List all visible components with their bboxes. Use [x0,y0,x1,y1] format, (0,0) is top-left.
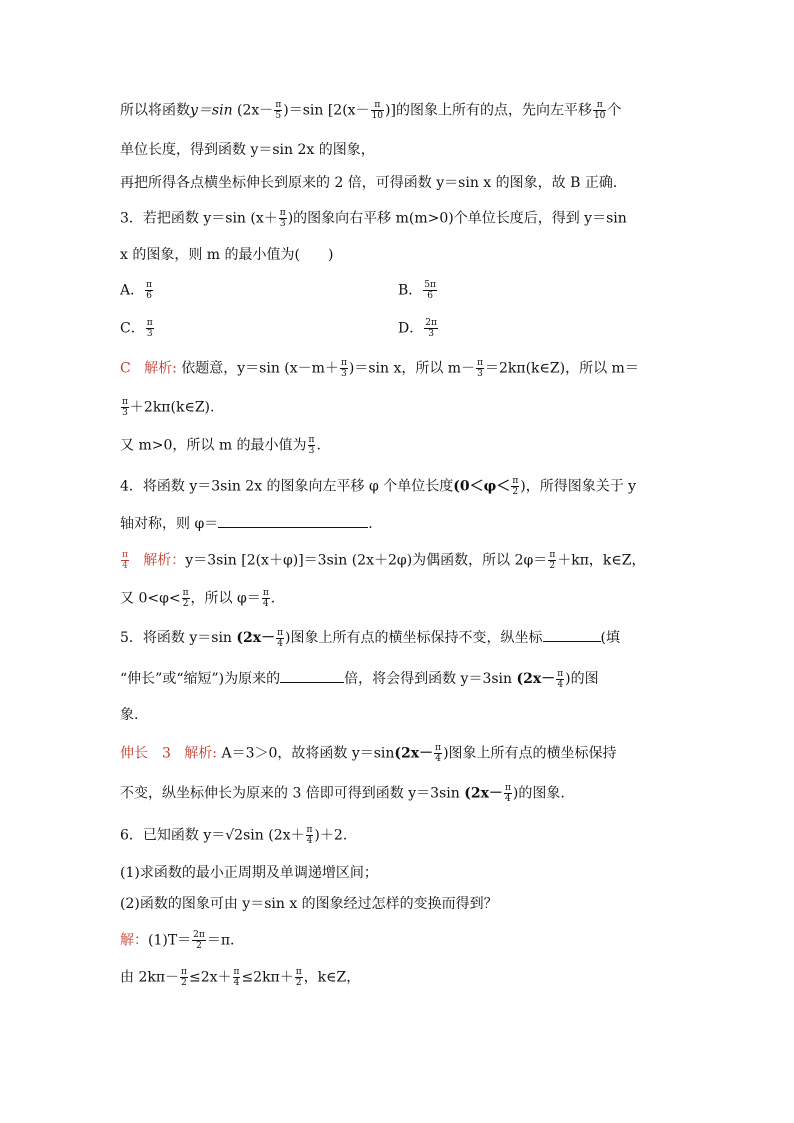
fraction: $\frac{\pi}{3}$ [279,208,286,229]
text-line-2: 单位长度，得到函数 y＝sin 2x 的图象， [120,142,375,158]
fraction: $\frac{\pi}{5}$ [275,100,282,121]
text: 3．若把函数 y＝sin [120,210,246,227]
text-line-1 [120,100,621,121]
text-line-3: 再把所得各点横坐标伸长到原来的 2 倍，可得函数 y＝sin x 的图象，故 B 正确． [120,175,627,191]
math: (2x－ [237,102,274,119]
answer-text: 伸长 3 [120,745,171,762]
question-4-cont: 轴对称，则 φ＝ . [120,513,373,534]
answer-4: $\frac{\pi}{4}$ 解析：y＝3sin [2(x＋φ)]＝3sin (2x＋2φ)为偶函数，所以 2φ＝ $\frac{\pi}{2}$ ＋kπ，k∈Z， [122,550,646,571]
answer-5: 伸长 3 解析: A＝3＞0，故将函数 y＝sin(2x－ $\frac{\pi}{4}$ )图象上所有点的横坐标保持 [120,743,617,764]
answer-3-cont2: 又 m>0，所以 m 的最小值为 $\frac{\pi}{3}$ . [120,435,321,456]
answer-letter: C [120,360,131,377]
answer-blank[interactable] [218,513,368,528]
question-6-part2: (2)函数的图象可由 y＝sin x 的图象经过怎样的变换而得到？ [120,896,498,912]
fraction: $\frac{\pi}{10}$ [593,100,606,121]
answer-3: C 解析: 依题意，y＝sin (x－m＋ $\frac{\pi}{3}$ )＝sin x，所以 m－ $\frac{\pi}{3}$ ＝2kπ(k∈Z)，所以 m＝ [120,358,639,379]
text: 所以将函数 [120,102,190,119]
math: )] [385,102,396,119]
question-5: 5．将函数 y＝sin (2x－ $\frac{\pi}{4}$ )图象上所有点的横坐标保持不变，纵坐标 (填 [120,627,620,649]
math: )＝sin [283,102,324,119]
answer-5-cont: 不变，纵坐标伸长为原来的 3 倍即可得到函数 y＝3sin (2x－ $\frac{\pi}{4}$ )的图象. [120,783,565,804]
math: [2(x－ [327,102,370,119]
text: )的图象向右平移 m(m>0)个单位长度后，得到 y＝sin [287,210,627,227]
question-5-cont2: 象. [120,707,139,723]
answer-3-cont: $\frac{\pi}{3}$ ＋2kπ(k∈Z). [122,397,215,418]
solution-label: 解： [120,932,148,949]
question-6: 6．已知函数 y＝√2sin (2x＋ $\frac{\pi}{4}$ )＋2. [120,825,348,846]
math: (x＋ [250,210,278,227]
analysis-label: 解析: [184,745,217,762]
math: y＝sin [190,102,233,119]
answer-blank[interactable] [543,627,601,642]
fraction: $\frac{\pi}{10}$ [371,100,384,121]
question-4: 4．将函数 y＝3sin 2x 的图象向左平移 φ 个单位长度(0＜φ＜ $\frac{\pi}{2}$ )，所得图象关于 y [120,476,637,497]
question-5-cont: “伸长”或“缩短”)为原来的 倍，将会得到函数 y＝3sin (2x－ $\frac{\pi}{4}$ )的图 [120,668,599,690]
analysis-label: 解析: [144,360,177,377]
text: 的图象上所有的点，先向左平移 [395,102,592,119]
analysis-label: 解析： [143,552,186,569]
text: 个 [607,102,622,119]
solution-6-cont: 由 2kπ－ $\frac{\pi}{2}$ ≤2x＋ $\frac{\pi}{4}$ ≤2kπ＋ $\frac{\pi}{2}$ ，k∈Z， [120,967,361,988]
question-3 [120,208,627,229]
option-d: D． $\frac{2\pi}{3}$ [398,318,437,339]
option-b: B． $\frac{5\pi}{6}$ [398,280,436,301]
question-6-part1: (1)求函数的最小正周期及单调递增区间； [120,865,378,881]
answer-4-cont: 又 0<φ< $\frac{\pi}{2}$ ，所以 φ＝ $\frac{\pi}{4}$ . [120,588,276,609]
question-3-cont: x 的图象，则 m 的最小值为( ) [120,247,334,263]
option-a: A． $\frac{\pi}{6}$ [120,280,153,301]
solution-6: 解：(1)T＝ $\frac{2\pi}{2}$ ＝π. [120,930,235,951]
answer-blank[interactable] [280,668,344,683]
option-c: C． $\frac{\pi}{3}$ [120,318,153,339]
